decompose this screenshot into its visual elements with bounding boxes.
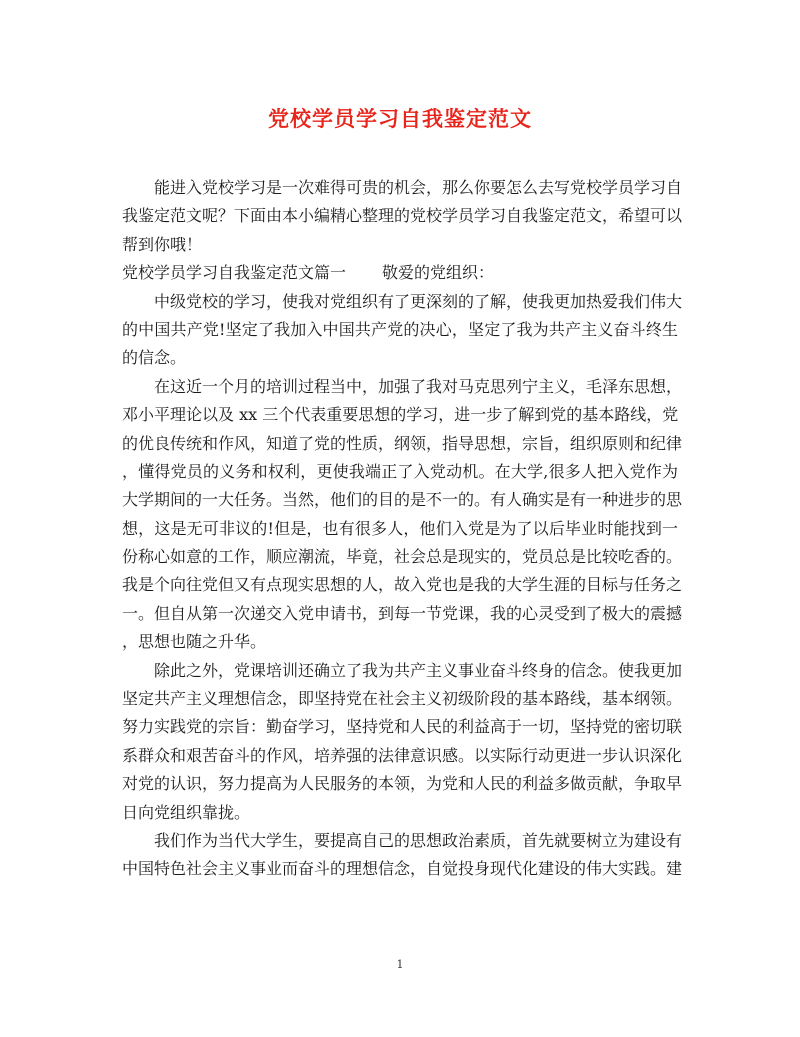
salutation: 敬爱的党组织： [382, 263, 495, 283]
text-line: 中级党校的学习，使我对党组织有了更深刻的了解，使我更加热爱我们伟大 [154, 291, 683, 311]
paragraph-1 [122, 288, 683, 373]
text-line: 日向党组织靠拢。 [122, 802, 251, 822]
document-title: 党校学员学习自我鉴定范文 [268, 106, 532, 131]
text-line: 想，这是无可非议的!但是，也有很多人，他们入党是为了以后毕业时能找到一 [122, 518, 678, 538]
page-number: 1 [396, 958, 404, 971]
section-heading [122, 259, 678, 287]
text-line: 大学期间的一大任务。当然，他们的目的是不一的。有人确实是有一种进步的思 [122, 490, 683, 510]
text-line: 我鉴定范文呢？下面由本小编精心整理的党校学员学习自我鉴定范文，希望可以 [122, 206, 683, 226]
text-line: 系群众和艰苦奋斗的作风，培养强的法律意识感。以实际行动更进一步认识深化 [122, 745, 683, 765]
text-line: 我是个向往党但又有点现实思想的人，故入党也是我的大学生涯的目标与任务之 [122, 575, 683, 595]
text-line: 的优良传统和作风，知道了党的性质，纲领，指导思想，宗旨，组织原则和纪律 [122, 433, 683, 453]
paragraph-3 [122, 657, 683, 827]
text-line: 除此之外，党课培训还确立了我为共产主义事业奋斗终身的信念。使我更加 [154, 660, 683, 680]
text-line: 的信念。 [122, 348, 187, 368]
text-line: ，懂得党员的义务和权利，更使我端正了入党动机。在大学,很多人把入党作为 [122, 461, 678, 481]
paragraph-4 [122, 827, 683, 884]
text-line: 份称心如意的工作，顺应潮流，毕竟，社会总是现实的，党员总是比较吃香的。 [122, 547, 683, 567]
section-heading-label: 党校学员学习自我鉴定范文篇一 [122, 263, 347, 283]
text-line: 对党的认识，努力提高为人民服务的本领，为党和人民的利益多做贡献，争取早 [122, 774, 683, 794]
paragraph-2 [122, 373, 683, 657]
text-line: 坚定共产主义理想信念，即坚持党在社会主义初级阶段的基本路线，基本纲领。 [122, 689, 683, 709]
intro-paragraph [122, 174, 683, 259]
text-line: 我们作为当代大学生，要提高自己的思想政治素质，首先就要树立为建设有 [154, 830, 683, 850]
text-line: 邓小平理论以及 xx 三个代表重要思想的学习，进一步了解到党的基本路线，党 [122, 405, 679, 425]
text-line: 的中国共产党!坚定了我加入中国共产党的决心，坚定了我为共产主义奋斗终生 [122, 319, 678, 339]
text-line: 能进入党校学习是一次难得可贵的机会，那么你要怎么去写党校学员学习自 [154, 178, 683, 197]
text-line: ，思想也随之升华。 [122, 632, 267, 652]
text-line: 一。但自从第一次递交入党申请书，到每一节党课，我的心灵受到了极大的震撼 [122, 603, 683, 623]
text-line: 努力实践党的宗旨：勤奋学习，坚持党和人民的利益高于一切，坚持党的密切联 [122, 717, 683, 737]
text-line: 中国特色社会主义事业而奋斗的理想信念，自觉投身现代化建设的伟大实践。建 [122, 859, 683, 879]
text-line: 帮到你哦！ [122, 234, 203, 254]
document-body [122, 174, 683, 884]
text-line: 在这近一个月的培训过程当中，加强了我对马克思列宁主义，毛泽东思想， [154, 376, 683, 396]
